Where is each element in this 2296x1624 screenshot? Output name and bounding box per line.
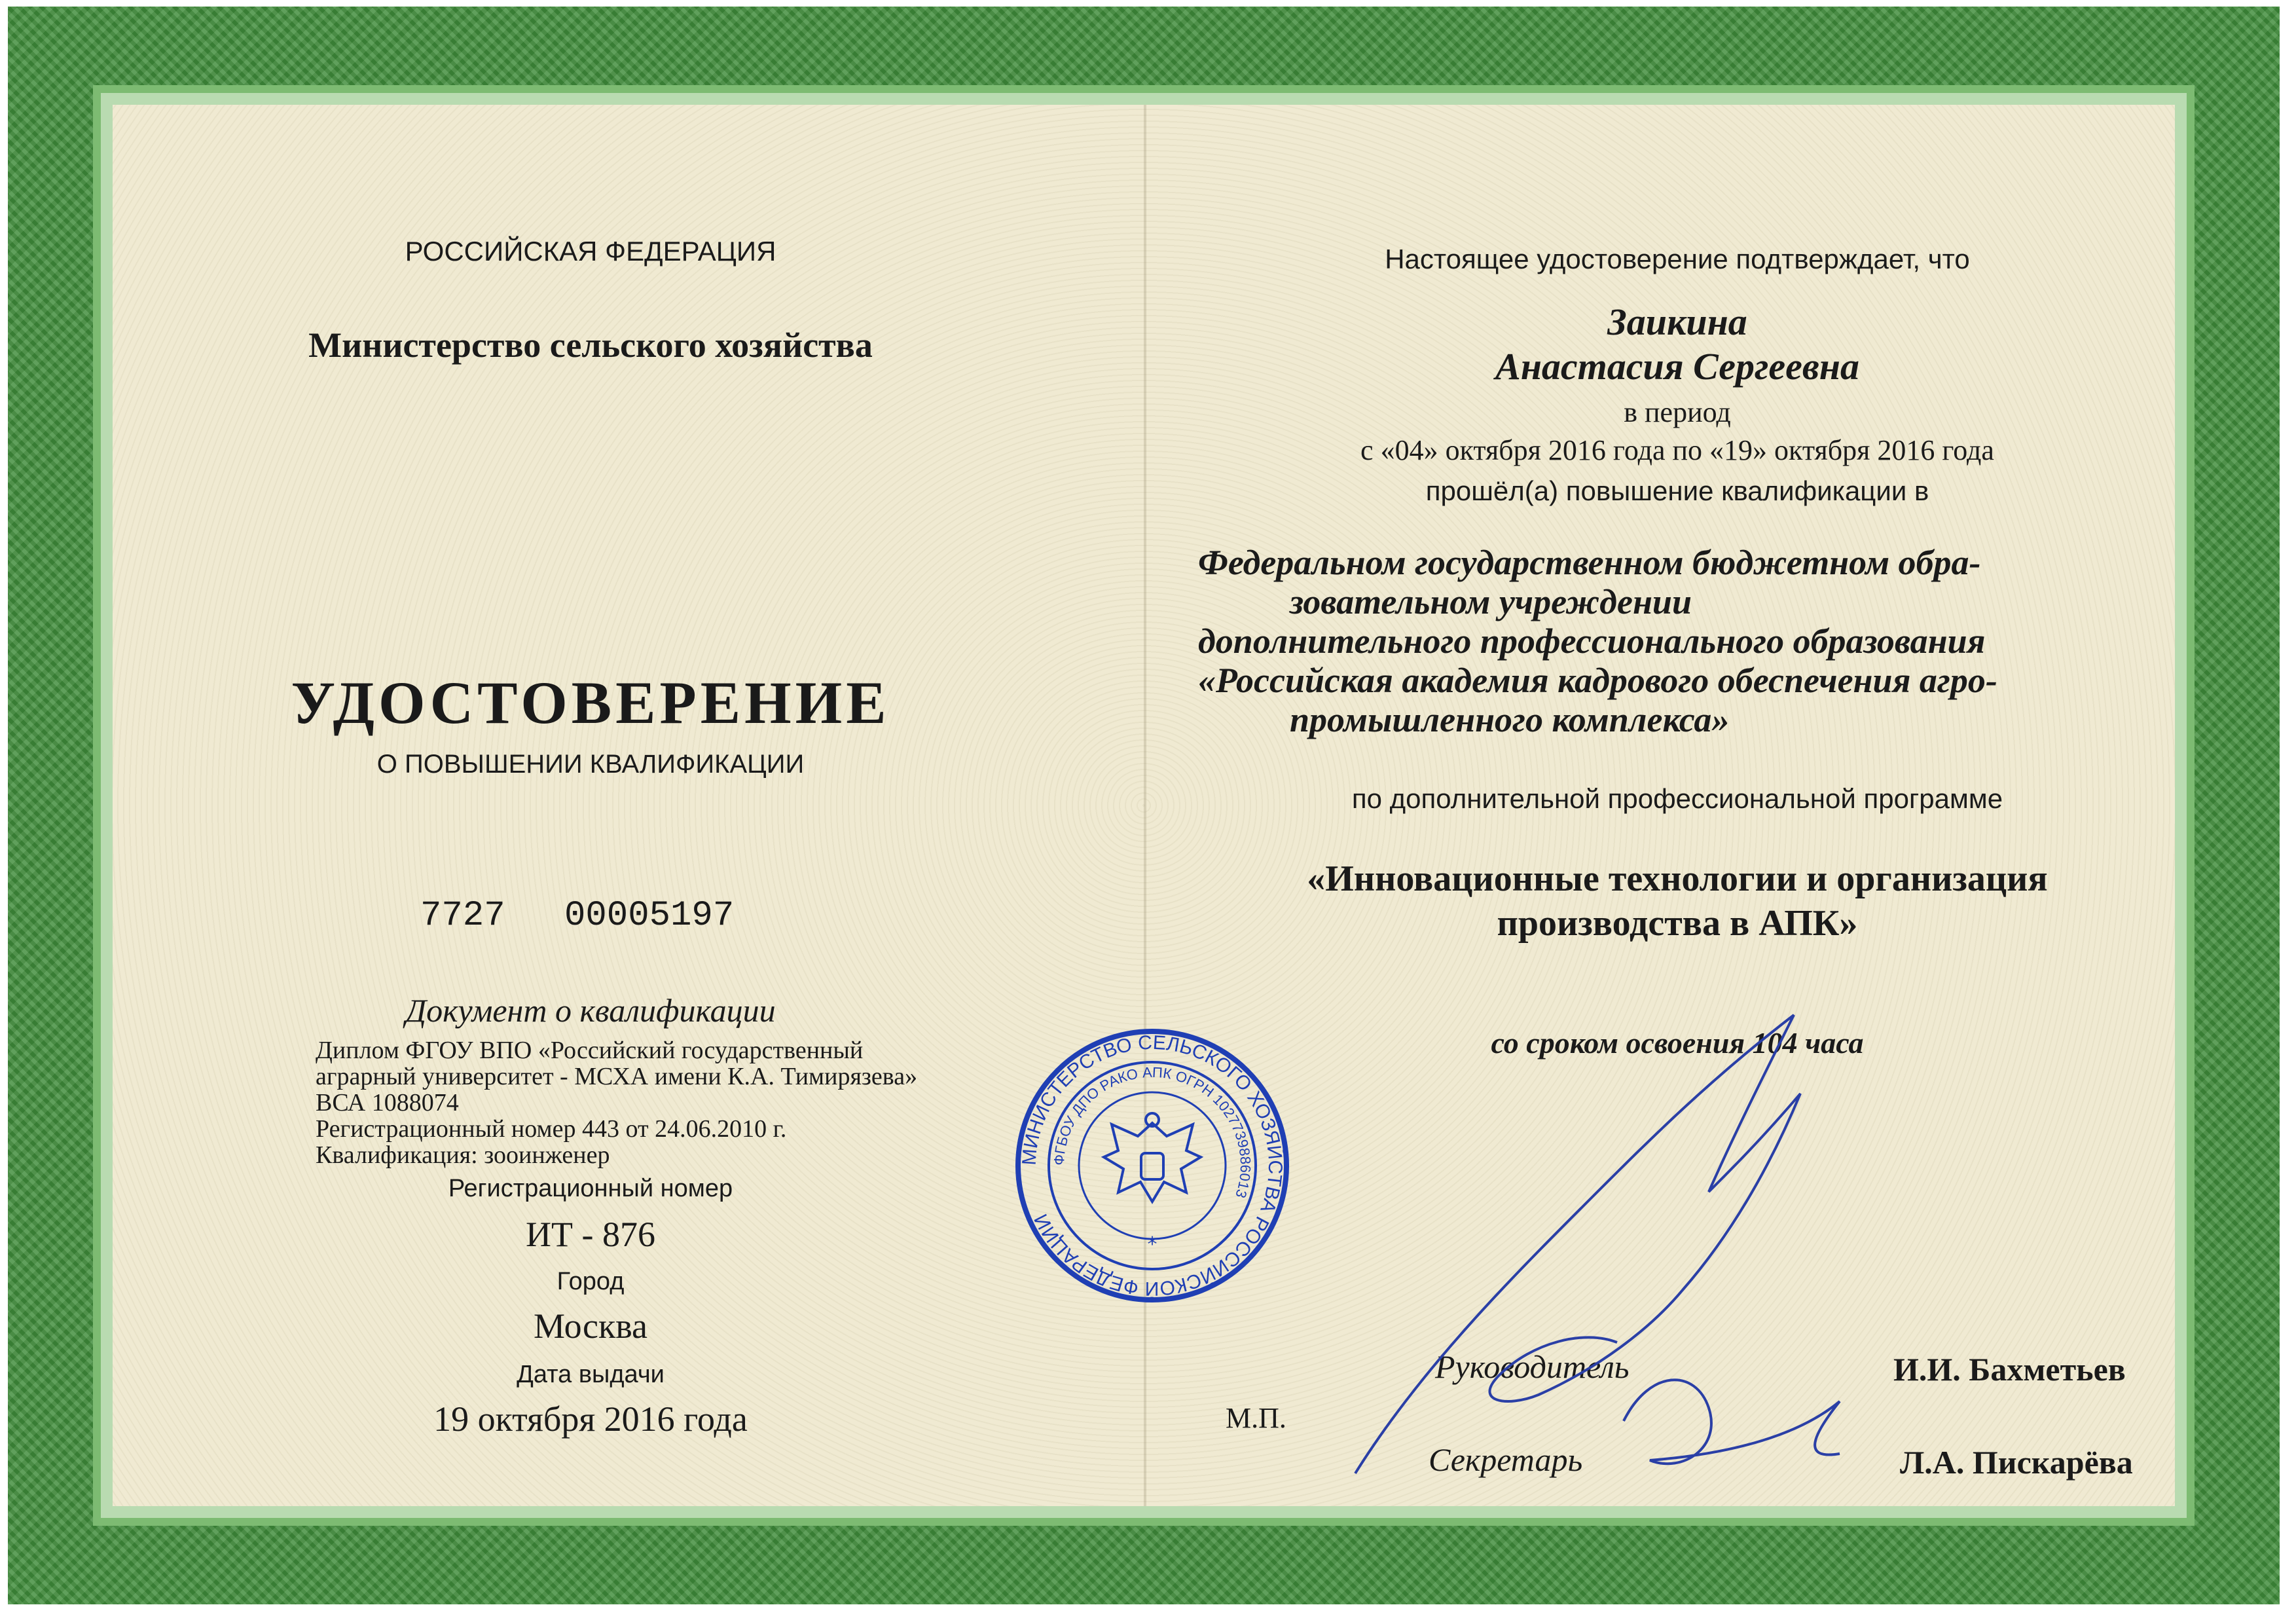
issue-date: 19 октября 2016 года	[433, 1399, 748, 1439]
seal-outer-text: МИНИСТЕРСТВО СЕЛЬСКОГО ХОЗЯЙСТВА РОССИЙСКОЙ ФЕДЕРАЦИИ	[1018, 1031, 1286, 1300]
star-icon: *	[1147, 1233, 1157, 1256]
document-subtitle: О ПОВЫШЕНИИ КВАЛИФИКАЦИИ	[376, 750, 805, 779]
seal-inner-text: ФГБОУ ДПО РАКО АПК ОГРН 1027739886013	[1050, 1063, 1254, 1200]
qualification-doc-heading: Документ о квалификации	[405, 992, 776, 1029]
completed-text: прошёл(а) повышение квалификации в	[1425, 475, 1929, 506]
secretary-name: Л.А. Пискарёва	[1900, 1444, 2133, 1481]
training-duration: со сроком освоения 104 часа	[1491, 1026, 1864, 1060]
document-title: УДОСТОВЕРЕНИЕ	[291, 669, 890, 736]
reg-number: ИТ - 876	[526, 1215, 655, 1254]
holder-given-names: Анастасия Сергеевна	[1495, 345, 1859, 388]
issue-date-label: Дата выдачи	[517, 1361, 665, 1388]
qualification-line: Регистрационный номер 443 от 24.06.2010 г.	[316, 1115, 787, 1143]
head-label: Руководитель	[1435, 1348, 1630, 1385]
official-seal	[1011, 1025, 1293, 1306]
qualification-line: ВСА 1088074	[316, 1089, 459, 1116]
serial-number: 00005197	[564, 896, 735, 936]
institution-line: дополнительного профессионального образования	[1198, 621, 1986, 661]
ministry-name: Министерство сельского хозяйства	[308, 325, 873, 365]
period-label: в период	[1624, 396, 1731, 428]
secretary-label: Секретарь	[1429, 1441, 1583, 1478]
certifies-text: Настоящее удостоверение подтверждает, что	[1385, 244, 1970, 274]
city-label: Город	[556, 1268, 625, 1295]
country-name: РОССИЙСКАЯ ФЕДЕРАЦИЯ	[405, 236, 776, 267]
institution-line: промышленного комплекса»	[1290, 700, 1730, 739]
program-label: по дополнительной профессиональной программе	[1351, 783, 2003, 814]
serial-series: 7727	[420, 896, 505, 936]
program-line: «Инновационные технологии и организация	[1307, 858, 2048, 899]
institution-line: «Российская академия кадрового обеспечения агро-	[1198, 661, 1997, 700]
program-line: производства в АПК»	[1497, 903, 1858, 944]
qualification-line: аграрный университет - МСХА имени К.А. Тимирязева»	[316, 1063, 918, 1090]
eagle-emblem-icon	[1104, 1113, 1201, 1202]
head-name: И.И. Бахметьев	[1893, 1351, 2126, 1388]
city-name: Москва	[534, 1306, 647, 1346]
institution-line: зовательном учреждении	[1290, 582, 1692, 621]
qualification-line: Квалификация: зооинженер	[316, 1141, 610, 1169]
training-period: с «04» октября 2016 года по «19» октября 2016 года	[1360, 434, 1994, 466]
reg-number-label: Регистрационный номер	[448, 1175, 733, 1202]
handwritten-signature	[1342, 1002, 1951, 1513]
qualification-line: Диплом ФГОУ ВПО «Российский государственный	[316, 1037, 864, 1064]
mp-mark: М.П.	[1226, 1402, 1286, 1434]
institution-line: Федеральном государственном бюджетном обра-	[1198, 543, 1981, 582]
holder-surname: Заикина	[1607, 301, 1747, 343]
